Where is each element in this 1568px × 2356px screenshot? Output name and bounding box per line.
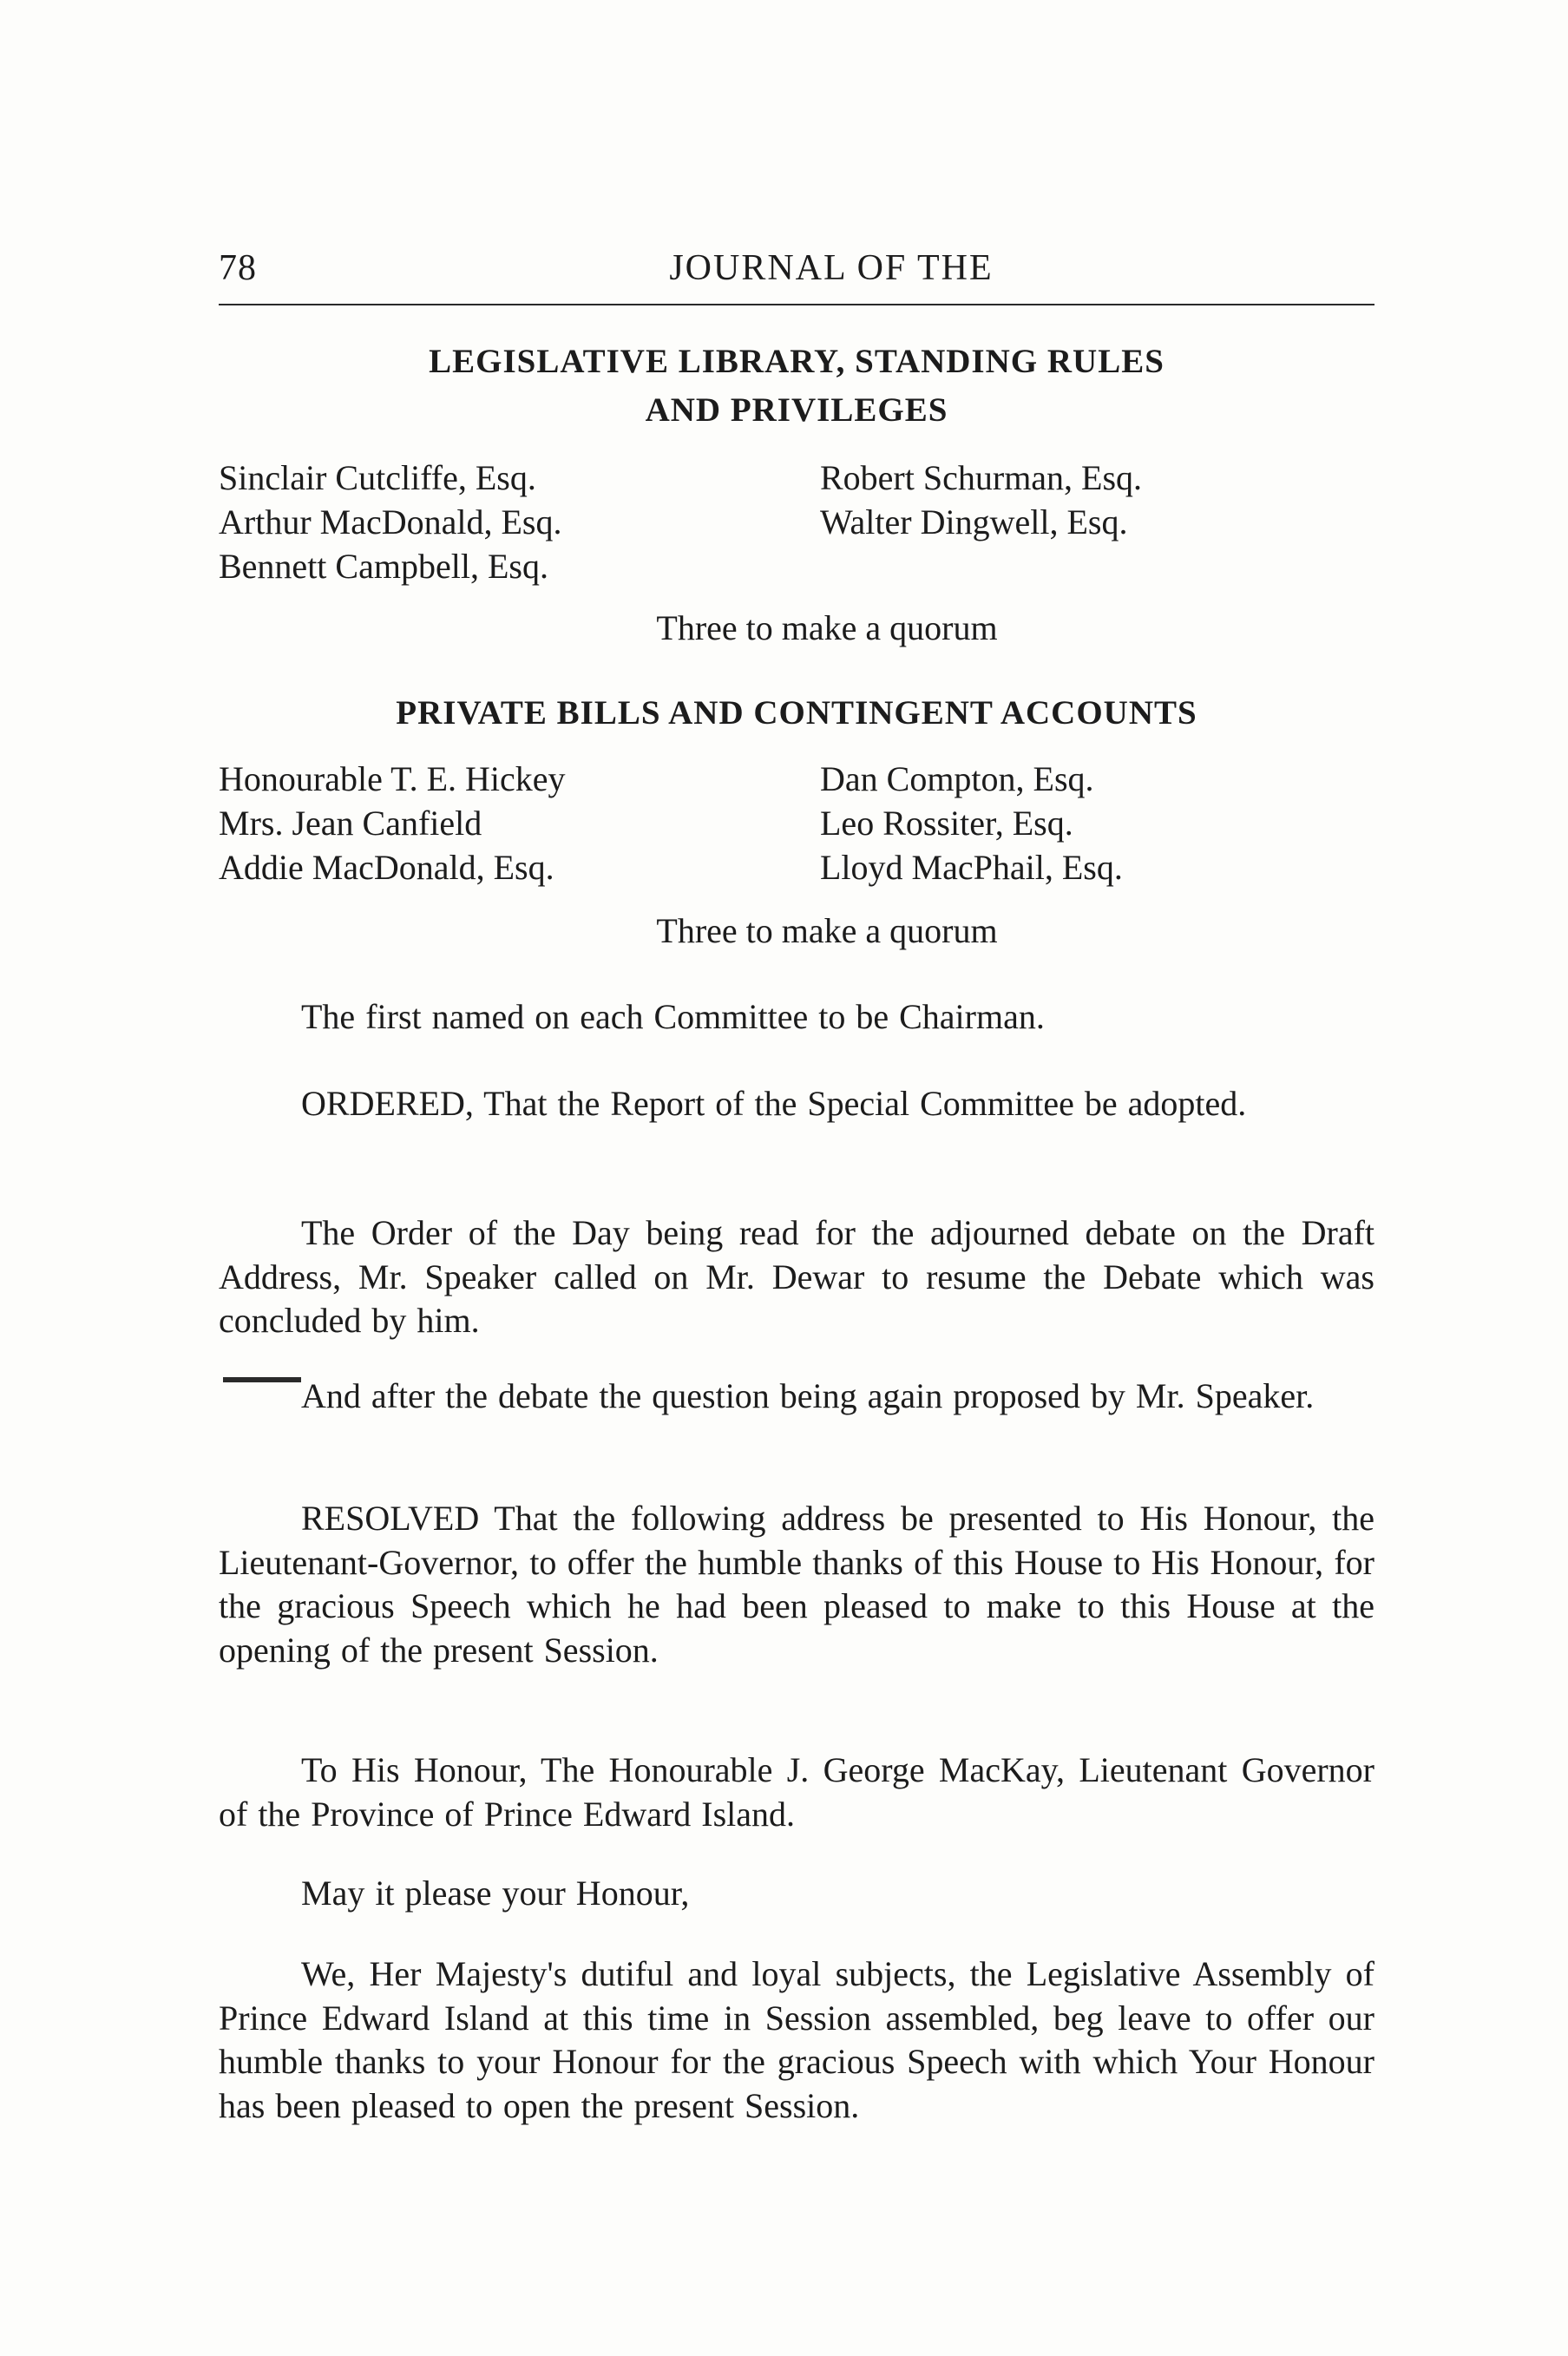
quorum-note: Three to make a quorum	[656, 911, 998, 950]
paragraph-address-body: We, Her Majesty's dutiful and loyal subjects, the Legislative Assembly of Prince Edward Island at this time in Session assembled, beg leave to offer our humble thanks to your Honour for the gracious Speech with which Your Honour has been pleased to open the present Session.	[219, 1954, 1374, 2125]
member-name: Robert Schurman, Esq.	[820, 458, 1143, 497]
committee-members-right	[820, 456, 1142, 544]
page-number: 78	[219, 248, 257, 288]
member-name: Arthur MacDonald, Esq.	[219, 502, 562, 541]
member-name: Mrs. Jean Canfield	[219, 804, 482, 843]
quorum-note: Three to make a quorum	[656, 608, 998, 647]
committee-heading-line1: LEGISLATIVE LIBRARY, STANDING RULES	[429, 343, 1165, 380]
running-title: JOURNAL OF THE	[669, 248, 994, 288]
committee-members-left	[219, 456, 561, 588]
paragraph-debate: And after the debate the question being again proposed by Mr. Speaker.	[301, 1376, 1315, 1415]
header-rule	[219, 304, 1374, 305]
member-name: Dan Compton, Esq.	[820, 759, 1094, 798]
committee-members-left	[219, 757, 566, 889]
member-name: Honourable T. E. Hickey	[219, 759, 566, 798]
member-name: Lloyd MacPhail, Esq.	[820, 848, 1123, 887]
paragraph-resolved: RESOLVED That the following address be presented to His Honour, the Lieutenant-Governor, to offer the humble thanks of this House to His Honour, for the gracious Speech which he had been pleased to make to this House at the opening of the present Session.	[219, 1499, 1374, 1670]
member-name: Walter Dingwell, Esq.	[820, 502, 1128, 541]
member-name: Bennett Campbell, Esq.	[219, 547, 548, 586]
member-name: Addie MacDonald, Esq.	[219, 848, 554, 887]
member-name: Sinclair Cutcliffe, Esq.	[219, 458, 536, 497]
committee-members-right	[820, 757, 1123, 889]
member-name: Leo Rossiter, Esq.	[820, 804, 1073, 843]
paragraph-address-to: To His Honour, The Honourable J. George MacKay, Lieutenant Governor of the Province of Prince Edward Island.	[219, 1750, 1374, 1834]
committee-heading-line2: AND PRIVILEGES	[645, 391, 948, 429]
paragraph-order-of-day: The Order of the Day being read for the adjourned debate on the Draft Address, Mr. Speaker called on Mr. Dewar to resume the Debate which was concluded by him.	[219, 1213, 1374, 1340]
committee-heading-line1: PRIVATE BILLS AND CONTINGENT ACCOUNTS	[396, 694, 1197, 732]
page-header	[219, 247, 1374, 301]
paragraph-chairman: The first named on each Committee to be Chairman.	[301, 997, 1045, 1036]
paragraph-salutation: May it please your Honour,	[301, 1874, 690, 1913]
paragraph-ordered: ORDERED, That the Report of the Special Committee be adopted.	[301, 1084, 1247, 1123]
